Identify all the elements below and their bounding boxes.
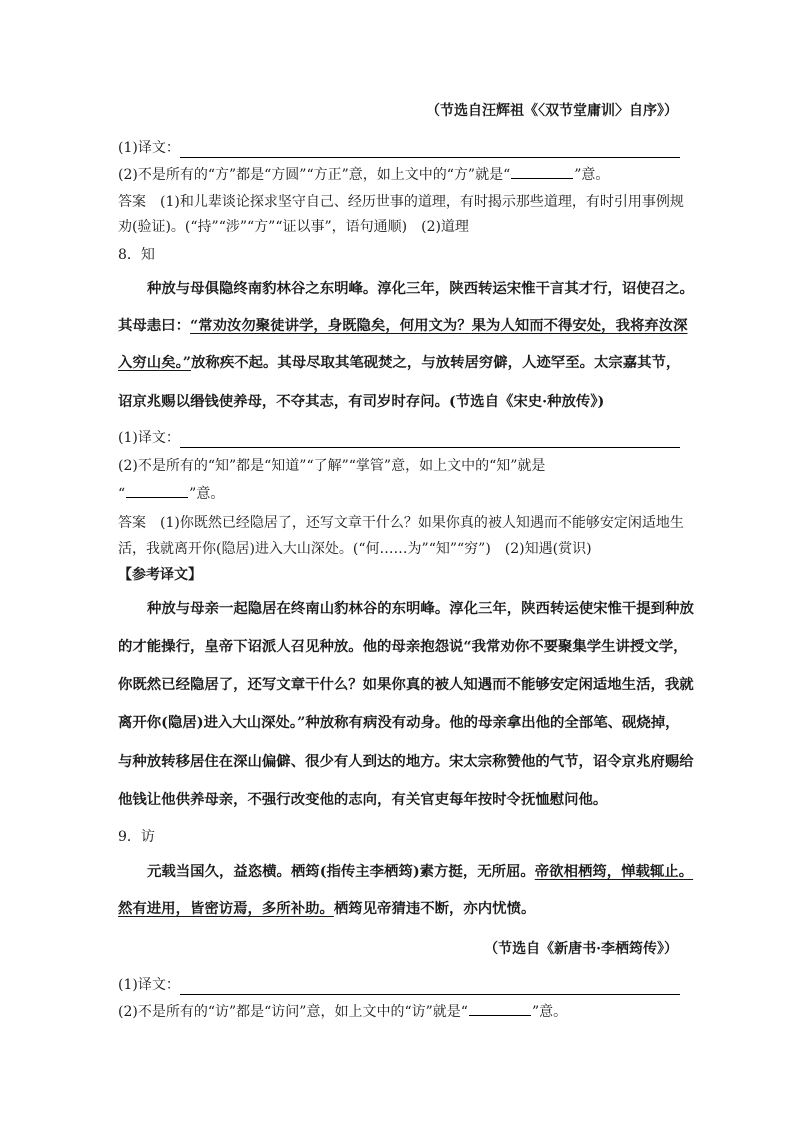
answer-blank[interactable] (511, 164, 573, 179)
sec8-passage-line-2: 其母恚曰：“常劝汝勿聚徒讲学，身既隐矣，何用文为？果为人知而不得安处，我将弃汝深 (118, 317, 688, 334)
answer-blank[interactable] (469, 1001, 531, 1016)
ref-translation-heading: 【参考译文】 (118, 567, 202, 583)
sec9-source: （节选自《新唐书·李栖筠传》） (484, 941, 678, 957)
sec8-q1: (1)译文： (118, 428, 678, 448)
ref-translation-line-5: 与种放转移居住在深山偏僻、很少有人到达的地方。宋太宗称赞他的气节，诏令京兆府赐给 (118, 753, 694, 770)
answer-blank[interactable] (126, 483, 188, 498)
sec8-answer-line-1: 答案 (1)你既然已经隐居了，还写文章干什么？如果你真的被人知遇而不能够安定闲适地生 (118, 515, 684, 531)
answer-line[interactable] (180, 433, 680, 448)
underlined-sentence: 入穷山矣。” (118, 354, 192, 371)
ref-translation-line-3: 你既然已经隐居了，还写文章干什么？如果你真的被人知遇而不能够安定闲适地生活，我就 (118, 676, 694, 693)
sec8-answer-line-2: 活，我就离开你(隐居)进入大山深处。(“何……为”“知”“穷”) (2)知遇(赏识) (118, 541, 592, 557)
sec8-passage-line-3: 入穷山矣。”放称疾不起。其母尽取其笔砚焚之，与放转居穷僻，人迹罕至。太宗嘉其节， (118, 354, 681, 371)
sec7-q2: (2)不是所有的“方”都是“方圆”“方正”意，如上文中的“方”就是“ ”意。 (118, 164, 678, 185)
underlined-sentence: 帝欲相栖筠，惮载辄止。 (534, 863, 694, 880)
answer-line[interactable] (180, 980, 680, 995)
sec8-passage-line-1: 种放与母俱隐终南豹林谷之东明峰。淳化三年，陕西转运宋惟干言其才行，诏使召之。 (147, 280, 694, 297)
sec7-source: （节选自汪辉祖《〈双节堂庸训〉自序》） (426, 103, 678, 119)
sec8-heading: 8．知 (118, 247, 155, 263)
ref-translation-line-1: 种放与母亲一起隐居在终南山豹林谷的东明峰。淳化三年，陕西转运使宋惟干提到种放 (147, 600, 694, 617)
ref-translation-line-2: 的才能操行，皇帝下诏派人召见种放。他的母亲抱怨说“我常劝你不要聚集学生讲授文学， (118, 638, 688, 655)
sec9-q1: (1)译文： (118, 975, 678, 995)
sec9-passage-line-2: 然有进用，皆密访焉，多所补助。栖筠见帝猜违不断，亦内忧愤。 (118, 900, 536, 917)
sec7-answer-line-1: 答案 (1)和儿辈谈论探求坚守自己、经历世事的道理，有时揭示那些道理，有时引用事例规 (118, 194, 684, 210)
answer-line[interactable] (180, 143, 680, 158)
sec8-q2-line-1: (2)不是所有的“知”都是“知道”“了解”“掌管”意，如上文中的“知”就是 (118, 458, 546, 474)
sec7-answer-line-2: 劝(验证)。(“持”“涉”“方”“证以事”，语句通顺) (2)道理 (118, 219, 469, 235)
sec8-passage-line-4: 诏京兆赐以缗钱使养母，不夺其志，有司岁时存问。(节选自《宋史·种放传》) (118, 393, 605, 410)
underlined-sentence: 然有进用，皆密访焉，多所补助。 (118, 900, 334, 917)
sec7-q1: (1)译文： (118, 138, 678, 158)
underlined-sentence: “常劝汝勿聚徒讲学，身既隐矣，何用文为？果为人知而不得安处，我将弃汝深 (189, 317, 688, 334)
sec9-passage-line-1: 元载当国久，益恣横。栖筠(指传主李栖筠)素方挺，无所屈。帝欲相栖筠，惮载辄止。 (147, 863, 694, 880)
sec9-heading: 9．访 (118, 829, 155, 845)
sec8-q2-line-2: “ ”意。 (118, 483, 678, 504)
ref-translation-line-6: 他钱让他供养母亲，不强行改变他的志向，有关官吏每年按时令抚恤慰问他。 (118, 791, 608, 808)
ref-translation-line-4: 离开你(隐居)进入大山深处。”种放称有病没有动身。他的母亲拿出他的全部笔、砚烧掉， (118, 714, 680, 731)
sec9-q2: (2)不是所有的“访”都是“访问”意，如上文中的“访”就是“ ”意。 (118, 1001, 678, 1022)
